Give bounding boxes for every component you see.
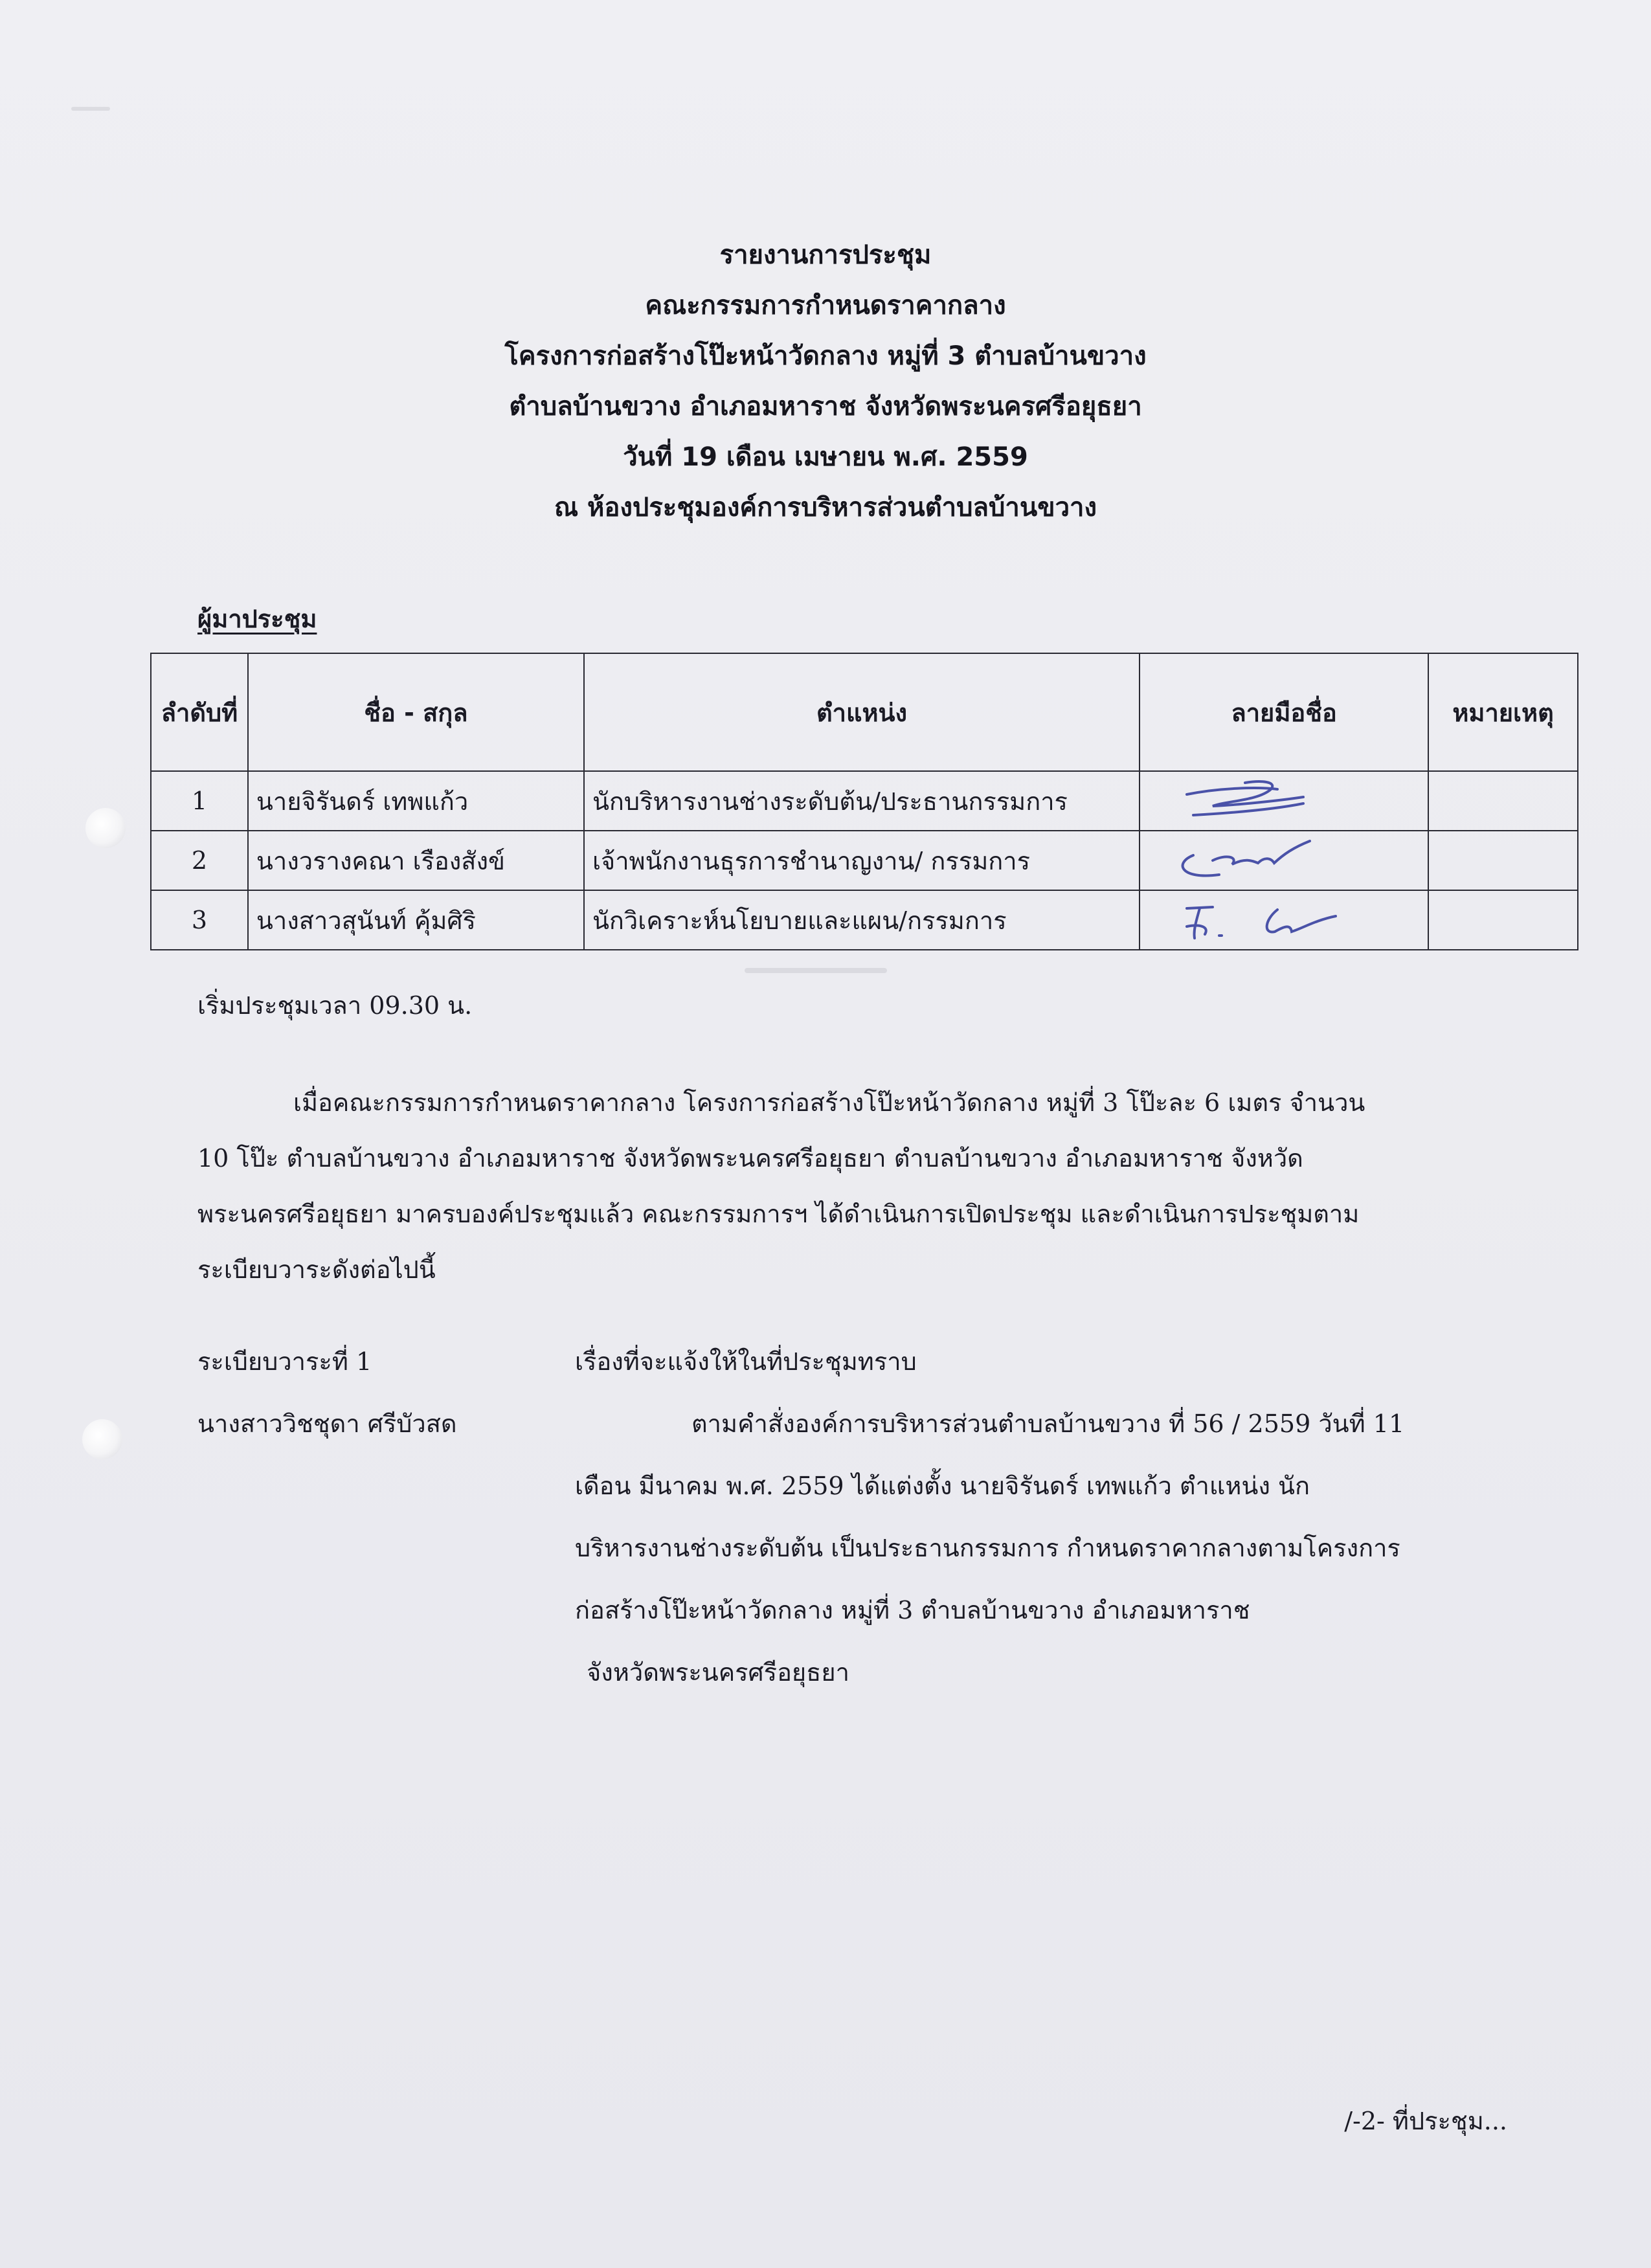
intro-line: พระนครศรีอยุธยา มาครบองค์ประชุมแล้ว คณะกรรมการฯ ได้ดำเนินการเปิดประชุม และดำเนินการประชุมตาม: [197, 1200, 1360, 1228]
handwritten-signature: [1148, 894, 1420, 946]
meeting-date: วันที่ 19 เดือน เมษายน พ.ศ. 2559: [623, 442, 1028, 472]
intro-line: 10 โป๊ะ ตำบลบ้านขวาง อำเภอมหาราช จังหวัดพระนครศรีอยุธยา ตำบลบ้านขวาง อำเภอมหาราช จังหวัด: [197, 1144, 1303, 1173]
scan-smudge: [745, 968, 887, 973]
agenda-body-line: ก่อสร้างโป๊ะหน้าวัดกลาง หมู่ที่ 3 ตำบลบ้านขวาง อำเภอมหาราช: [575, 1596, 1250, 1624]
agenda-speaker: นางสาววิชชุดา ศรีบัวสด: [197, 1409, 457, 1438]
signature-cell: [1140, 831, 1428, 890]
intro-line: เมื่อคณะกรรมการกำหนดราคากลาง โครงการก่อสร้างโป๊ะหน้าวัดกลาง หมู่ที่ 3 โป๊ะละ 6 เมตร จำนวน: [293, 1088, 1365, 1117]
handwritten-signature: [1148, 775, 1420, 827]
row-number: 2: [151, 831, 248, 890]
committee-name: คณะกรรมการกำหนดราคากลาง: [645, 291, 1006, 320]
table-row: [151, 831, 1578, 890]
start-time: เริ่มประชุมเวลา 09.30 น.: [197, 991, 473, 1020]
scan-smudge: [71, 107, 110, 111]
page-continuation: /-2- ที่ประชุม...: [1344, 2107, 1507, 2135]
column-header-remark: หมายเหตุ: [1428, 653, 1578, 771]
agenda-body-line: บริหารงานช่างระดับต้น เป็นประธานกรรมการ กำหนดราคากลางตามโครงการ: [575, 1534, 1400, 1562]
document-header: [0, 230, 1651, 533]
column-header-signature: ลายมือชื่อ: [1140, 653, 1428, 771]
signature-cell: [1140, 890, 1428, 950]
attendee-name: นางสาวสุนันท์ คุ้มศิริ: [248, 890, 584, 950]
agenda-topic: เรื่องที่จะแจ้งให้ในที่ประชุมทราบ: [575, 1347, 917, 1376]
column-header-position: ตำแหน่ง: [584, 653, 1140, 771]
column-header-no: ลำดับที่: [151, 653, 248, 771]
meeting-venue: ณ ห้องประชุมองค์การบริหารส่วนตำบลบ้านขวาง: [554, 493, 1097, 522]
attendee-position: เจ้าพนักงานธุรการชำนาญงาน/ กรรมการ: [584, 831, 1140, 890]
attendee-remark: [1428, 831, 1578, 890]
table-row: [151, 890, 1578, 950]
attendee-position: นักวิเคราะห์นโยบายและแผน/กรรมการ: [584, 890, 1140, 950]
attendee-remark: [1428, 890, 1578, 950]
attendee-position: นักบริหารงานช่างระดับต้น/ประธานกรรมการ: [584, 771, 1140, 831]
agenda-left-column: [197, 1330, 457, 1455]
punch-hole: [82, 1419, 122, 1459]
row-number: 3: [151, 890, 248, 950]
report-title: รายงานการประชุม: [719, 240, 932, 270]
agenda-body-line: ตามคำสั่งองค์การบริหารส่วนตำบลบ้านขวาง ที่ 56 / 2559 วันที่ 11: [691, 1409, 1405, 1438]
column-header-name: ชื่อ - สกุล: [248, 653, 584, 771]
signature-cell: [1140, 771, 1428, 831]
attendee-name: นางวรางคณา เรืองสังข์: [248, 831, 584, 890]
intro-line: ระเบียบวาระดังต่อไปนี้: [197, 1255, 436, 1284]
attendee-name: นายจิรันดร์ เทพแก้ว: [248, 771, 584, 831]
table-row: [151, 771, 1578, 831]
punch-hole: [85, 808, 126, 848]
agenda-body-line: จังหวัดพระนครศรีอยุธยา: [587, 1658, 849, 1687]
attendees-table: [150, 653, 1578, 950]
agenda-right-column: [575, 1330, 1481, 1703]
table-header-row: [151, 653, 1578, 771]
project-name: โครงการก่อสร้างโป๊ะหน้าวัดกลาง หมู่ที่ 3 ตำบลบ้านขวาง: [504, 341, 1147, 371]
intro-paragraph: [197, 1075, 1492, 1297]
agenda-body-line: เดือน มีนาคม พ.ศ. 2559 ได้แต่งตั้ง นายจิรันดร์ เทพแก้ว ตำแหน่ง นัก: [575, 1472, 1310, 1500]
attendee-remark: [1428, 771, 1578, 831]
location-line: ตำบลบ้านขวาง อำเภอมหาราช จังหวัดพระนครศรีอยุธยา: [509, 392, 1142, 421]
handwritten-signature: [1148, 835, 1420, 886]
row-number: 1: [151, 771, 248, 831]
attendees-label: ผู้มาประชุม: [197, 605, 317, 633]
agenda-item-label: ระเบียบวาระที่ 1: [197, 1347, 372, 1376]
